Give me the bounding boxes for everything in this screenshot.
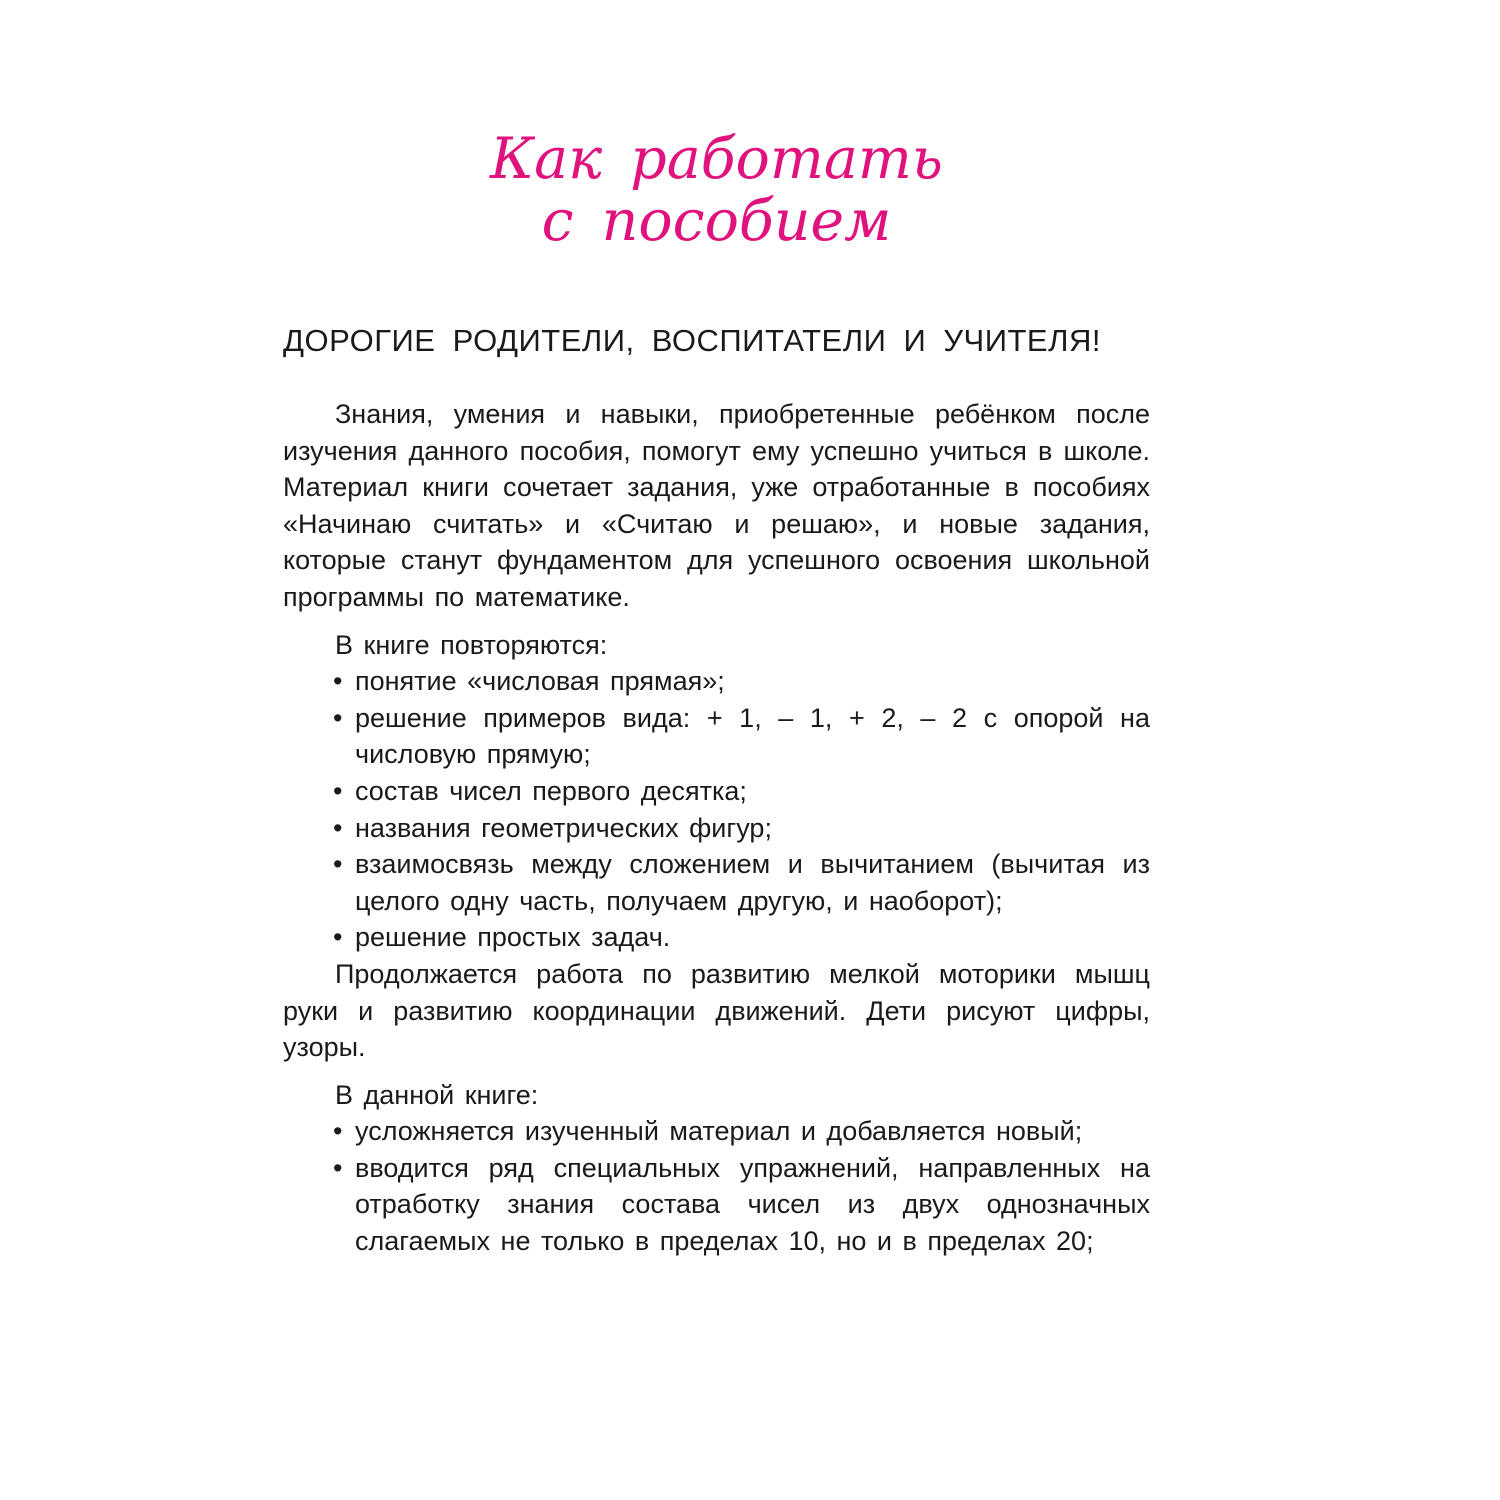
list-item bbox=[283, 700, 1150, 773]
bullet-icon: • bbox=[333, 666, 343, 697]
motor-paragraph: Продолжается работа по развитию мелкой моторики мышц руки и развитию координации движений. Дети рисуют цифры, узоры. bbox=[283, 958, 1150, 1063]
list-item-text: решение простых задач. bbox=[355, 922, 671, 953]
page-title bbox=[283, 128, 1150, 252]
book-intro: В данной книге: bbox=[335, 1079, 539, 1110]
bullet-icon: • bbox=[333, 775, 343, 806]
bullet-icon: • bbox=[333, 849, 343, 880]
list-item-text: усложняется изученный материал и добавляется новый; bbox=[355, 1116, 1083, 1147]
book-list bbox=[283, 1113, 1150, 1259]
list-item-text: понятие «числовая прямая»; bbox=[355, 666, 725, 697]
list-item bbox=[283, 846, 1150, 919]
list-item bbox=[283, 1150, 1150, 1260]
list-item bbox=[283, 810, 1150, 847]
list-item-text: взаимосвязь между сложением и вычитанием (вычитая из целого одну часть, получаем другую, и наоборот); bbox=[355, 849, 1150, 916]
bullet-icon: • bbox=[333, 812, 343, 843]
title-line-2: с пособием bbox=[541, 188, 892, 254]
bullet-icon: • bbox=[333, 922, 343, 953]
repeated-intro: В книге повторяются: bbox=[335, 629, 608, 660]
list-item bbox=[283, 663, 1150, 700]
list-item-text: состав чисел первого десятка; bbox=[355, 775, 747, 806]
list-item-text: вводится ряд специальных упражнений, направленных на отработку знания состава чисел из двух однозначных слагаемых не только в пределах 10, но и в пределах 20; bbox=[355, 1152, 1150, 1257]
repeated-list bbox=[283, 663, 1150, 956]
list-item bbox=[283, 1113, 1150, 1150]
document-page bbox=[283, 0, 1150, 1500]
body-text bbox=[283, 396, 1150, 1260]
list-item-text: решение примеров вида: + 1, – 1, + 2, – 2 с опорой на числовую прямую; bbox=[355, 702, 1150, 770]
list-item bbox=[283, 919, 1150, 956]
address-heading: ДОРОГИЕ РОДИТЕЛИ, ВОСПИТАТЕЛИ И УЧИТЕЛЯ! bbox=[283, 323, 1101, 358]
list-item bbox=[283, 773, 1150, 810]
bullet-icon: • bbox=[333, 702, 343, 733]
intro-paragraph: Знания, умения и навыки, приобретенные ребёнком после изучения данного пособия, помогут ему успешно учиться в школе. Материал книги сочетает задания, уже отработанные в пособиях «Начинаю считать» и «Считаю и решаю», и новые задания, которые станут фундаментом для успешного освоения школьной программы по математике. bbox=[283, 399, 1150, 612]
title-line-1: Как работать bbox=[490, 126, 943, 192]
bullet-icon: • bbox=[333, 1152, 343, 1183]
list-item-text: названия геометрических фигур; bbox=[355, 812, 772, 843]
bullet-icon: • bbox=[333, 1116, 343, 1147]
